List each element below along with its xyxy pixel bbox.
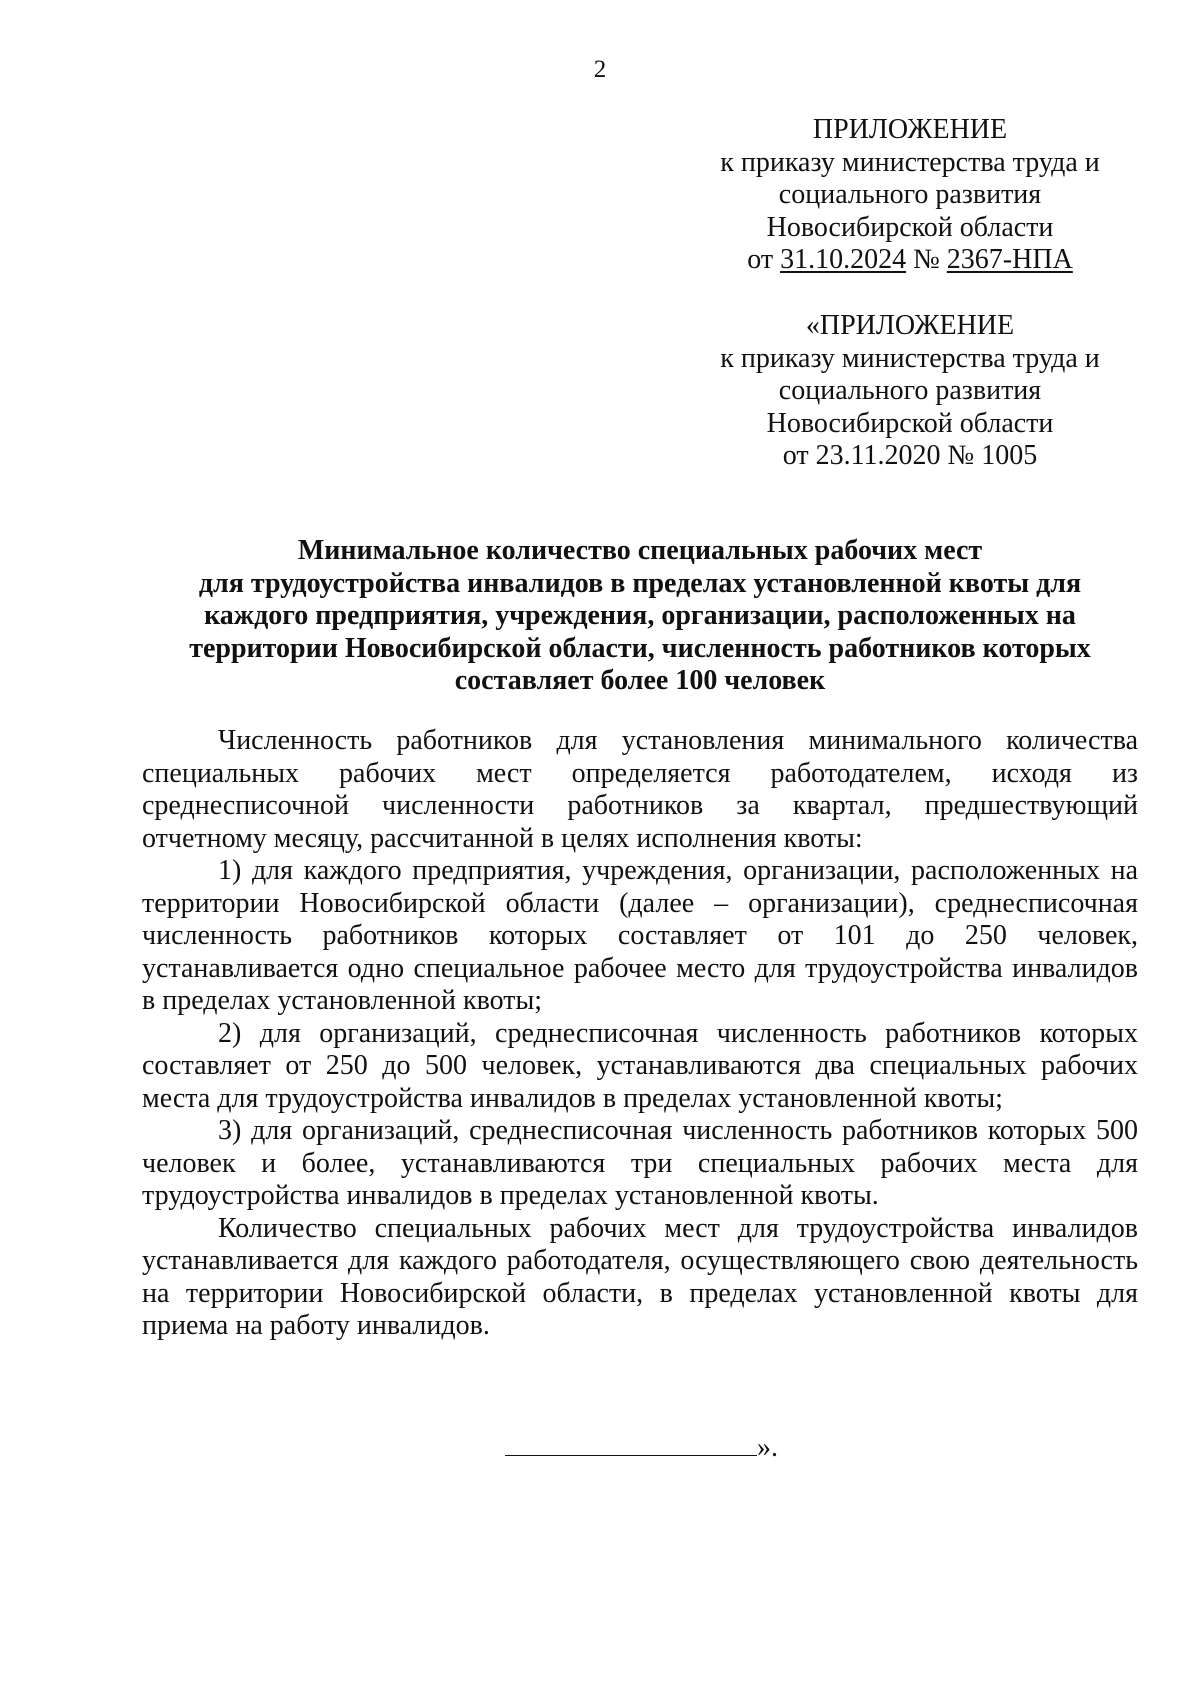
order-date: 31.10.2024 xyxy=(780,244,907,275)
document-body xyxy=(142,725,1138,1343)
body-paragraph-conclusion: Количество специальных рабочих мест для трудоустройства инвалидов устанавливается для каждого работодателя, осуществляющего свою деятельность на территории Новосибирской области, в пределах установленной квоты для приема на работу инвалидов. xyxy=(142,1212,1138,1341)
appendix-heading: «ПРИЛОЖЕНИЕ xyxy=(805,310,1015,341)
appendix-heading: ПРИЛОЖЕНИЕ xyxy=(812,114,1008,145)
page-number: 2 xyxy=(593,56,607,83)
appendix-line-2: социального развития xyxy=(778,375,1042,406)
date-prefix: от xyxy=(747,244,781,275)
appendix-line-3: Новосибирской области xyxy=(766,211,1054,243)
appendix-block-current xyxy=(700,114,1120,277)
appendix-line-1: к приказу министерства труда и xyxy=(720,146,1100,178)
number-prefix: № xyxy=(906,244,947,275)
appendix-line-3: Новосибирской области xyxy=(766,407,1054,439)
body-paragraph-intro: Численность работников для установления минимального количества специальных рабочих мест определяется работодателем, исходя из среднесписочной численности работников за квартал, предшествующий отчетному месяцу, рассчитанной в целях исполнения квоты: xyxy=(142,725,1138,854)
closing-rule xyxy=(505,1431,757,1456)
body-paragraph-item-1: 1) для каждого предприятия, учреждения, организации, расположенных на территории Новосибирской области (далее – организации), среднесписочная численность работников которых составляет от 101 до 250 человек, устанавливается одно специальное рабочее место для трудоустройства инвалидов в пределах установленной квоты; xyxy=(142,855,1138,1016)
closing-quote: ». xyxy=(757,1432,778,1463)
appendix-line-1: к приказу министерства труда и xyxy=(720,342,1100,374)
appendix-block-original xyxy=(700,310,1120,473)
order-number: 2367-НПА xyxy=(946,244,1073,275)
title-line-2: для трудоустройства инвалидов в пределах установленной квоты для xyxy=(198,567,1082,599)
appendix-line-2: социального развития xyxy=(778,179,1042,210)
closing-mark xyxy=(505,1431,778,1464)
appendix-line-4: от 23.11.2020 № 1005 xyxy=(782,440,1038,471)
body-paragraph-item-3: 3) для организаций, среднесписочная численность работников которых 500 человек и более, устанавливаются три специальных рабочих места для трудоустройства инвалидов в пределах установленной квоты. xyxy=(142,1115,1138,1211)
appendix-date-number-line xyxy=(700,244,1120,277)
title-line-4: территории Новосибирской области, численность работников которых xyxy=(189,632,1091,664)
body-paragraph-item-2: 2) для организаций, среднесписочная численность работников которых составляет от 250 до 500 человек, устанавливаются два специальных рабочих места для трудоустройства инвалидов в пределах установленной квоты; xyxy=(142,1017,1138,1114)
title-line-3: каждого предприятия, учреждения, организации, расположенных на xyxy=(204,600,1076,631)
title-line-1: Минимальное количество специальных рабочих мест xyxy=(297,535,983,566)
title-line-5: составляет более 100 человек xyxy=(454,665,826,696)
document-title xyxy=(150,535,1130,698)
